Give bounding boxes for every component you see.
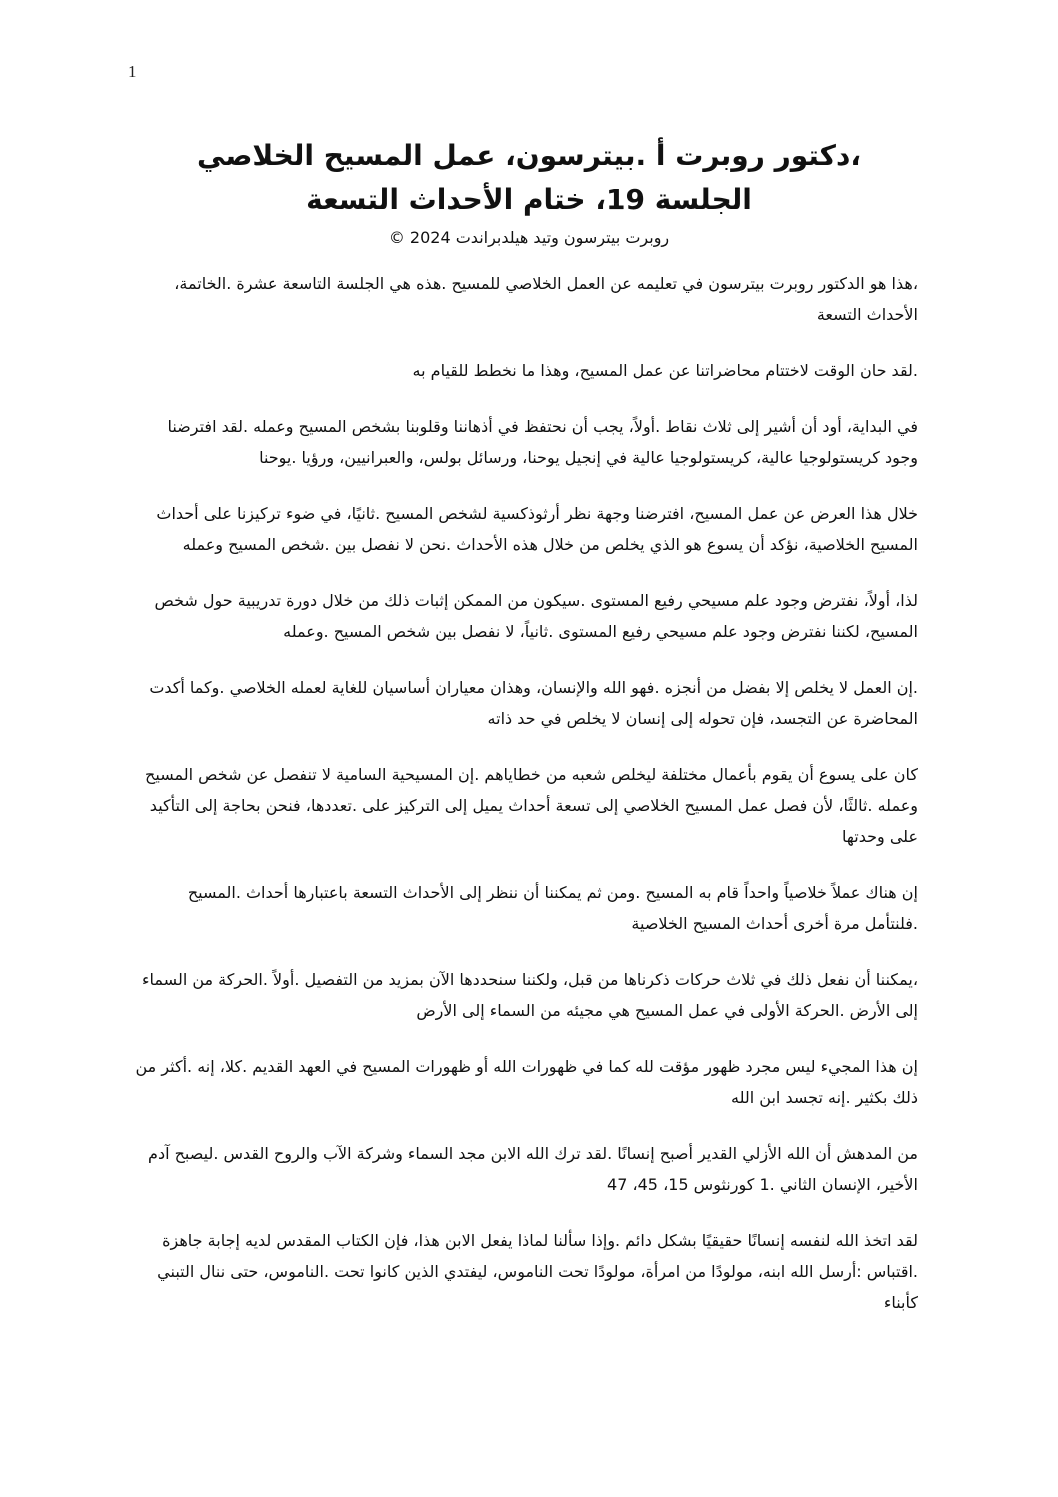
page-number: 1 (128, 62, 137, 81)
document-body (134, 268, 918, 1343)
document-header (120, 134, 938, 252)
paragraph-7: كان على يسوع أن يقوم بأعمال مختلفة ليخلص شعبه من خطاياهم .إن المسيحية السامية لا تنفصل عن شخص المسيح وعمله .ثالثًا، لأن فصل عمل المسيح الخلاصي إلى تسعة أحداث يميل إلى التركيز على .تعددها، فنحن بحاجة إلى التأكيد على وحدتها (145, 765, 918, 846)
document-title-line-1: ،دكتور روبرت أ .بيترسون، عمل المسيح الخلاصي (197, 139, 861, 172)
document-title-line-2: الجلسة 19، ختام الأحداث التسعة (306, 183, 752, 216)
paragraph-11: من المدهش أن الله الأزلي القدير أصبح إنسانًا .لقد ترك الله الابن مجد السماء وشركة الآب والروح القدس .ليصبح آدم الأخير، الإنسان الثاني .1 كورنثوس 15، 45، 47 (148, 1144, 918, 1194)
paragraph-12: لقد اتخذ الله لنفسه إنسانًا حقيقيًا بشكل دائم .وإذا سألنا لماذا يفعل الابن هذا، فإن الكتاب المقدس لديه إجابة جاهزة .اقتباس :أرسل الله ابنه، مولودًا من امرأة، مولودًا تحت الناموس، ليفتدي الذين كانوا تحت .الناموس، حتى ننال التبني كأبناء (157, 1231, 918, 1312)
paragraph-5: لذا، أولاً، نفترض وجود علم مسيحي رفيع المستوى .سيكون من الممكن إثبات ذلك من خلال دورة تدريبية حول شخص المسيح، لكننا نفترض وجود علم مسيحي رفيع المستوى .ثانياً، لا نفصل بين شخص المسيح .وعمله (154, 591, 918, 641)
copyright-notice: روبرت بيترسون وتيد هيلدبراندت 2024 © (388, 228, 670, 247)
paragraph-10: إن هذا المجيء ليس مجرد ظهور مؤقت لله كما في ظهورات الله أو ظهورات المسيح في العهد القديم .كلا، إنه .أكثر من ذلك بكثير .إنه تجسد ابن الله (135, 1057, 918, 1107)
paragraph-6: .إن العمل لا يخلص إلا بفضل من أنجزه .فهو الله والإنسان، وهذان معياران أساسيان للغاية لعمله الخلاصي .وكما أكدت المحاضرة عن التجسد، فإن تحوله إلى إنسان لا يخلص في حد ذاته (149, 678, 918, 728)
paragraph-4: خلال هذا العرض عن عمل المسيح، افترضنا وجهة نظر أرثوذكسية لشخص المسيح .ثانيًا، في ضوء تركيزنا على أحداث المسيح الخلاصية، نؤكد أن يسوع هو الذي يخلص من خلال هذه الأحداث .نحن لا نفصل بين .شخص المسيح وعمله (156, 504, 918, 554)
paragraph-8: إن هناك عملاً خلاصياً واحداً قام به المسيح .ومن ثم يمكننا أن ننظر إلى الأحداث التسعة باعتبارها أحداث .المسيح .فلنتأمل مرة أخرى أحداث المسيح الخلاصية (187, 883, 918, 933)
paragraph-1: ،هذا هو الدكتور روبرت بيترسون في تعليمه عن العمل الخلاصي للمسيح .هذه هي الجلسة التاسعة عشرة .الخاتمة، الأحداث التسعة (174, 274, 918, 324)
paragraph-3: في البداية، أود أن أشير إلى ثلاث نقاط .أولاً، يجب أن نحتفظ في أذهاننا وقلوبنا بشخص المسيح وعمله .لقد افترضنا وجود كريستولوجيا عالية، كريستولوجيا عالية في إنجيل يوحنا، ورسائل بولس، والعبرانيين، ورؤيا .يوحنا (167, 417, 918, 467)
paragraph-2: .لقد حان الوقت لاختتام محاضراتنا عن عمل المسيح، وهذا ما نخطط للقيام به (412, 361, 918, 380)
paragraph-9: ،يمكننا أن نفعل ذلك في ثلاث حركات ذكرناها من قبل، ولكننا سنحددها الآن بمزيد من التفصيل .أولاً .الحركة من السماء إلى الأرض .الحركة الأولى في عمل المسيح هي مجيئه من السماء إلى الأرض (142, 970, 918, 1020)
